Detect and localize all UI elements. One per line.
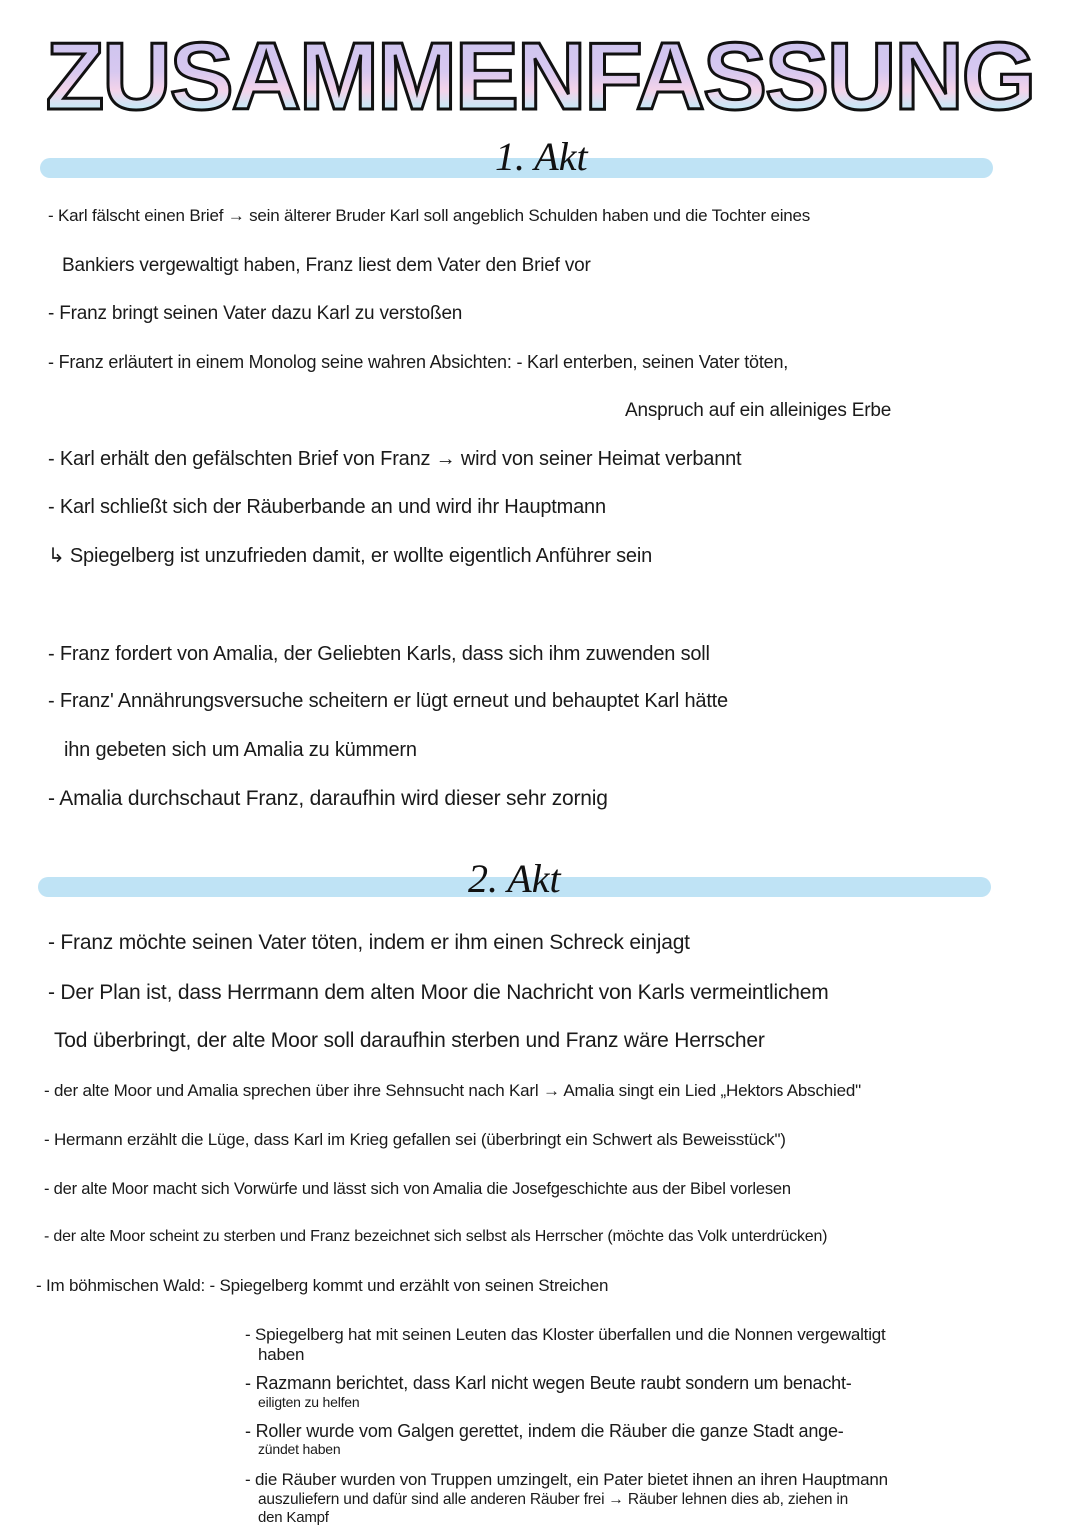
sub-line: - Roller wurde vom Galgen gerettet, indem die Räuber die ganze Stadt ange- <box>245 1421 844 1441</box>
sub-line: haben <box>258 1345 305 1364</box>
text-line: - Franz erläutert in einem Monolog seine wahren Absichten: - Karl enterben, seinen Vater töten, <box>48 352 789 372</box>
sub-line: - die Räuber wurden von Truppen umzingelt, ein Pater bietet ihnen an ihren Hauptmann <box>245 1470 888 1489</box>
text-line: - der alte Moor macht sich Vorwürfe und lässt sich von Amalia die Josefgeschichte aus der Bibel vorlesen <box>44 1180 791 1198</box>
sub-line: - Razmann berichtet, dass Karl nicht wegen Beute raubt sondern um benacht- <box>245 1373 852 1393</box>
text-line: - Amalia durchschaut Franz, daraufhin wird dieser sehr zornig <box>48 787 608 810</box>
text-line: - Im böhmischen Wald: - Spiegelberg kommt und erzählt von seinen Streichen <box>36 1276 609 1295</box>
text-line: - Franz bringt seinen Vater dazu Karl zu verstoßen <box>48 303 463 324</box>
section-heading-akt1: 1. Akt <box>495 134 588 179</box>
text-line: Anspruch auf ein alleiniges Erbe <box>625 400 892 421</box>
sub-line: - Spiegelberg hat mit seinen Leuten das Kloster überfallen und die Nonnen vergewaltigt <box>245 1325 886 1344</box>
text-line: - der alte Moor scheint zu sterben und Franz bezeichnet sich selbst als Herrscher (möchte das Volk unterdrücken) <box>44 1228 828 1245</box>
text-line: - Der Plan ist, dass Herrmann dem alten Moor die Nachricht von Karls vermeintlichem <box>48 981 829 1004</box>
page-title: ZUSAMMENFASSUNG <box>30 22 1050 132</box>
text-line: ↳ Spiegelberg ist unzufrieden damit, er wollte eigentlich Anführer sein <box>48 545 653 567</box>
text-line: Bankiers vergewaltigt haben, Franz liest dem Vater den Brief vor <box>62 255 591 276</box>
text-line: ihn gebeten sich um Amalia zu kümmern <box>64 739 417 761</box>
sub-line: auszuliefern und dafür sind alle anderen Räuber frei → Räuber lehnen dies ab, ziehen in <box>258 1491 849 1508</box>
text-line: - der alte Moor und Amalia sprechen über ihre Sehnsucht nach Karl → Amalia singt ein Lied „Hektors Abschied" <box>44 1081 861 1100</box>
text-line: - Hermann erzählt die Lüge, dass Karl im Krieg gefallen sei (überbringt ein Schwert als Beweisstück") <box>44 1130 786 1149</box>
text-line: - Karl schließt sich der Räuberbande an und wird ihr Hauptmann <box>48 496 606 518</box>
text-line: Tod überbringt, der alte Moor soll daraufhin sterben und Franz wäre Herrscher <box>54 1029 765 1052</box>
text-line: - Franz' Annährungsversuche scheitern er lügt erneut und behauptet Karl hätte <box>48 690 728 712</box>
sub-line: eiligten zu helfen <box>258 1394 360 1410</box>
text-line: - Franz fordert von Amalia, der Geliebten Karls, dass sich ihm zuwenden soll <box>48 643 710 665</box>
text-line: - Karl fälscht einen Brief → sein älterer Bruder Karl soll angeblich Schulden haben und die Tochter eines <box>48 206 811 225</box>
text-line: - Karl erhält den gefälschten Brief von Franz → wird von seiner Heimat verbannt <box>48 448 742 470</box>
text-line: - Franz möchte seinen Vater töten, indem er ihm einen Schreck einjagt <box>48 931 690 954</box>
sub-line: zündet haben <box>258 1441 341 1457</box>
sub-line: den Kampf <box>258 1509 329 1526</box>
section-heading-akt2: 2. Akt <box>468 856 561 901</box>
